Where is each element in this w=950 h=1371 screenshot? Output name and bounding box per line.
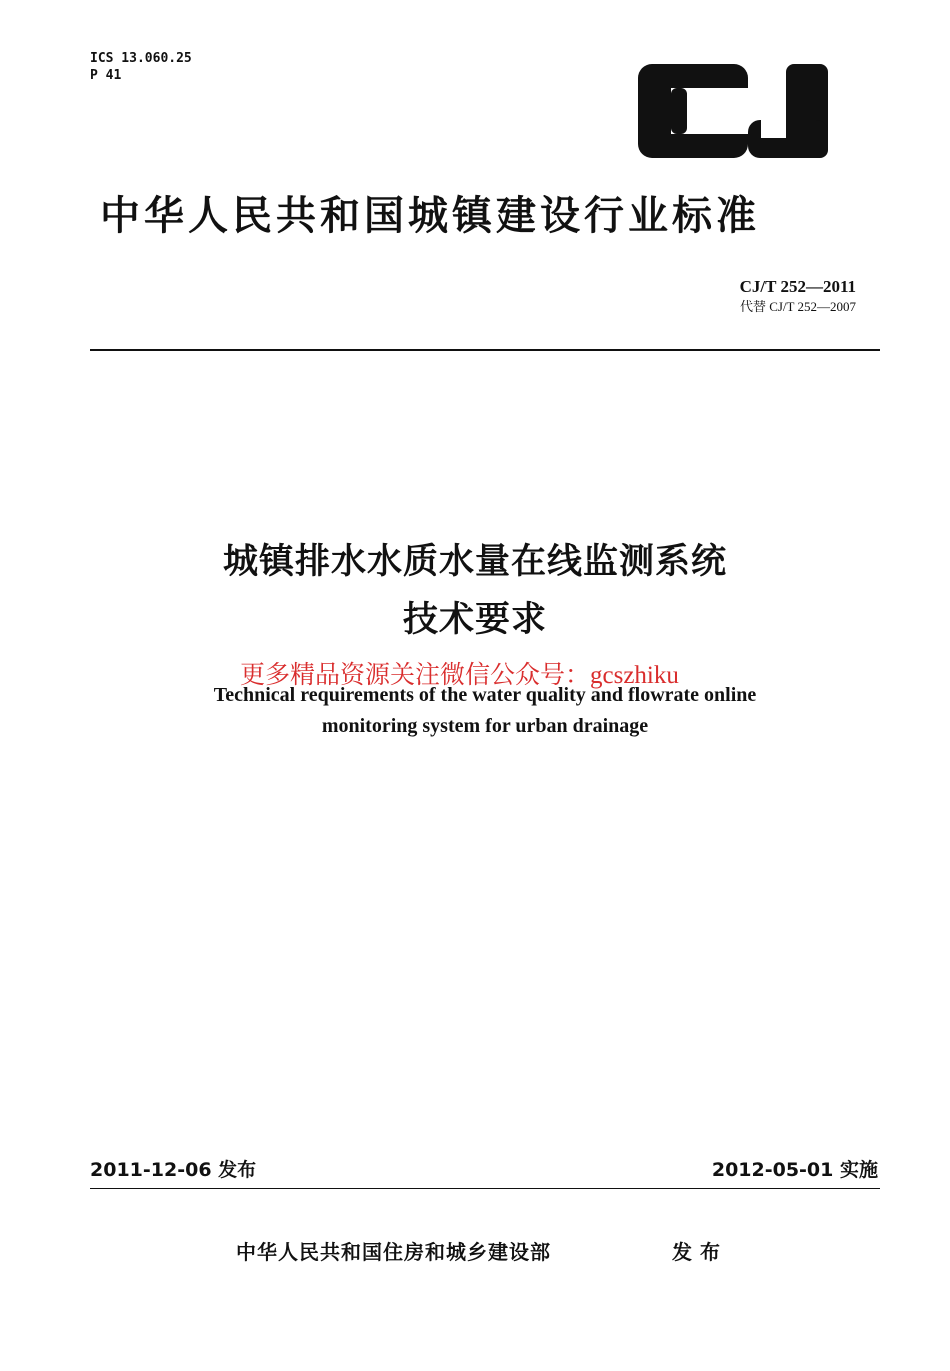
title-en-line2: monitoring system for urban drainage <box>321 715 649 737</box>
publisher-name: 中华人民共和国住房和城乡建设部 <box>236 1240 551 1264</box>
issue-date: 2011-12-06 发布 <box>90 1159 257 1181</box>
ics-code: ICS 13.060.25 <box>90 51 192 66</box>
document-title-cn <box>0 533 950 649</box>
replaces-standard: 代替 CJ/T 252—2007 <box>739 299 856 314</box>
category-code: P 41 <box>90 68 122 83</box>
title-en-line1: Technical requirements of the water quality and flowrate online <box>213 684 757 706</box>
publish-label: 发布 <box>672 1240 728 1264</box>
title-cn-line1: 城镇排水水质水量在线监测系统 <box>222 542 727 582</box>
standard-number-block <box>740 276 856 315</box>
org-title: 中华人民共和国城镇建设行业标准 <box>100 193 760 239</box>
footer-divider <box>90 1188 880 1189</box>
title-cn-line2: 技术要求 <box>402 600 547 640</box>
watermark-text: 更多精品资源关注微信公众号：gcszhiku <box>240 662 679 689</box>
standard-code: CJ/T 252—2011 <box>739 277 856 296</box>
cj-logo <box>638 64 828 158</box>
header-divider <box>90 349 880 351</box>
implementation-date: 2012-05-01 实施 <box>711 1159 878 1181</box>
classification-block <box>90 50 192 84</box>
